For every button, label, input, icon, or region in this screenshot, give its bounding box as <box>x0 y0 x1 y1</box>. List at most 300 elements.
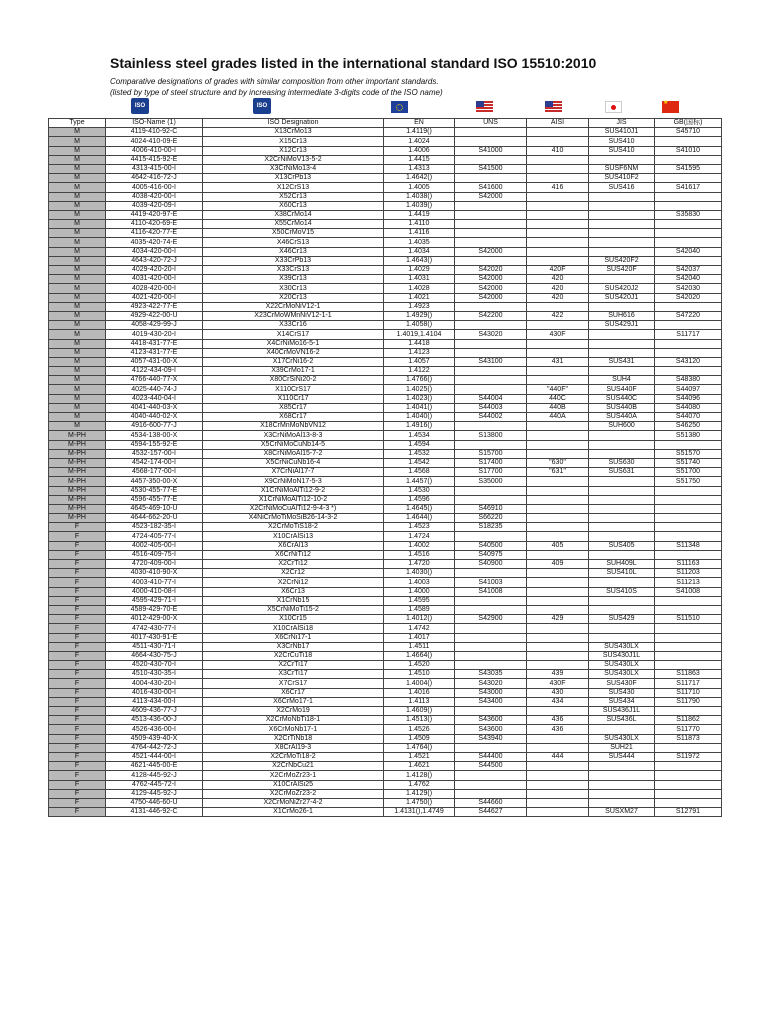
cell-en: 1.4030() <box>384 569 455 578</box>
cell-en: 1.4029 <box>384 266 455 275</box>
cell-gb: S11790 <box>655 697 722 706</box>
cell-uns <box>455 532 527 541</box>
cell-type: M-PH <box>49 458 106 467</box>
cell-uns: S13800 <box>455 431 527 440</box>
cell-en: 1.4039() <box>384 201 455 210</box>
cell-en: 1.4000 <box>384 587 455 596</box>
cell-iso-name: 4031-420-00-I <box>106 275 203 284</box>
cell-uns: S15700 <box>455 449 527 458</box>
table-row <box>49 642 722 651</box>
cell-aisi: 439 <box>527 670 589 679</box>
cell-iso-designation: X68Cr17 <box>203 413 384 422</box>
cell-type: F <box>49 789 106 798</box>
cell-aisi: 436 <box>527 725 589 734</box>
cell-iso-designation: X2Cr12 <box>203 569 384 578</box>
cell-en: 1.4113 <box>384 697 455 706</box>
cell-iso-designation: X39CrMo17-1 <box>203 367 384 376</box>
table-row <box>49 201 722 210</box>
cell-iso-name: 4534-138-00-X <box>106 431 203 440</box>
cell-type: M <box>49 247 106 256</box>
table-row <box>49 458 722 467</box>
table-row <box>49 385 722 394</box>
cell-jis: SUS416 <box>589 183 655 192</box>
cell-gb <box>655 238 722 247</box>
cell-type: F <box>49 743 106 752</box>
cell-gb <box>655 256 722 265</box>
cell-iso-designation: X40CrMoVN16-2 <box>203 348 384 357</box>
cell-uns <box>455 229 527 238</box>
cell-jis: SUS440B <box>589 403 655 412</box>
cell-iso-designation: X10CrAlSi25 <box>203 780 384 789</box>
cell-iso-name: 4523-182-35-I <box>106 523 203 532</box>
china-flag-icon <box>662 101 679 113</box>
cell-aisi: 431 <box>527 357 589 366</box>
cell-gb: S41617 <box>655 183 722 192</box>
table-row <box>49 376 722 385</box>
cell-uns: S43400 <box>455 697 527 706</box>
cell-aisi <box>527 376 589 385</box>
cell-jis: SUH21 <box>589 743 655 752</box>
iso-logo: ISO <box>253 98 271 114</box>
cell-iso-name: 4123-431-77-E <box>106 348 203 357</box>
cell-jis <box>589 532 655 541</box>
table-row <box>49 578 722 587</box>
cell-iso-designation: X20Cr13 <box>203 293 384 302</box>
cell-gb <box>655 532 722 541</box>
cell-jis <box>589 192 655 201</box>
cell-uns <box>455 440 527 449</box>
cell-uns <box>455 137 527 146</box>
cell-jis: SUS405 <box>589 541 655 550</box>
table-row <box>49 275 722 284</box>
cell-aisi: 416 <box>527 183 589 192</box>
cell-type: M <box>49 238 106 247</box>
table-row <box>49 541 722 550</box>
cell-iso-name: 4012-429-00-X <box>106 615 203 624</box>
cell-gb <box>655 201 722 210</box>
cell-iso-name: 4513-436-00-J <box>106 716 203 725</box>
cell-en: 1.4131(),1.4749 <box>384 808 455 817</box>
cell-uns <box>455 707 527 716</box>
cell-uns <box>455 155 527 164</box>
table-row <box>49 321 722 330</box>
cell-iso-name: 4742-430-77-I <box>106 624 203 633</box>
cell-jis <box>589 486 655 495</box>
column-header-en: EN <box>384 119 455 128</box>
cell-jis: SUS410J1 <box>589 128 655 137</box>
cell-en: 1.4643() <box>384 256 455 265</box>
cell-uns <box>455 256 527 265</box>
column-header-uns: UNS <box>455 119 527 128</box>
cell-gb: S11163 <box>655 560 722 569</box>
table-row <box>49 725 722 734</box>
table-row <box>49 477 722 486</box>
cell-aisi <box>527 128 589 137</box>
table-row <box>49 440 722 449</box>
cell-iso-name: 4929-422-00-U <box>106 311 203 320</box>
cell-iso-designation: X9CrNiMoN17-5-3 <box>203 477 384 486</box>
cell-aisi <box>527 605 589 614</box>
cell-aisi <box>527 164 589 173</box>
cell-iso-designation: X1CrNiMoAlTi12-9-2 <box>203 486 384 495</box>
cell-uns <box>455 367 527 376</box>
cell-uns: S43000 <box>455 688 527 697</box>
cell-en: 1.4057 <box>384 357 455 366</box>
cell-gb: S42030 <box>655 284 722 293</box>
table-row <box>49 422 722 431</box>
cell-gb <box>655 707 722 716</box>
cell-jis: SUS631 <box>589 468 655 477</box>
cell-aisi <box>527 624 589 633</box>
us-flag-icon <box>476 101 493 113</box>
cell-aisi: 430F <box>527 330 589 339</box>
cell-jis: SUS430J1L <box>589 651 655 660</box>
cell-type: F <box>49 532 106 541</box>
cell-uns <box>455 780 527 789</box>
cell-en: 1.4005 <box>384 183 455 192</box>
table-row <box>49 266 722 275</box>
cell-uns: S42000 <box>455 275 527 284</box>
cell-jis <box>589 210 655 219</box>
cell-type: F <box>49 707 106 716</box>
cell-iso-name: 4923-422-77-E <box>106 302 203 311</box>
cell-en: 1.4038() <box>384 192 455 201</box>
cell-en: 1.4750() <box>384 798 455 807</box>
cell-aisi <box>527 633 589 642</box>
cell-gb <box>655 798 722 807</box>
cell-iso-name: 4762-445-72-I <box>106 780 203 789</box>
cell-iso-name: 4645-469-10-U <box>106 504 203 513</box>
cell-uns <box>455 771 527 780</box>
cell-aisi <box>527 642 589 651</box>
cell-iso-designation: X8CrAl19-3 <box>203 743 384 752</box>
cell-aisi <box>527 229 589 238</box>
cell-en: 1.4129() <box>384 789 455 798</box>
cell-iso-name: 4595-429-71-I <box>106 596 203 605</box>
cell-en: 1.4720 <box>384 560 455 569</box>
cell-gb: S35830 <box>655 210 722 219</box>
cell-gb <box>655 302 722 311</box>
cell-iso-designation: X6CrMo17-1 <box>203 697 384 706</box>
cell-type: F <box>49 762 106 771</box>
cell-uns: S40900 <box>455 560 527 569</box>
table-row <box>49 367 722 376</box>
cell-aisi: "440F" <box>527 385 589 394</box>
cell-type: M <box>49 330 106 339</box>
cell-iso-name: 4415-415-92-E <box>106 155 203 164</box>
cell-iso-name: 4766-440-77-X <box>106 376 203 385</box>
cell-jis: SUS430LX <box>589 642 655 651</box>
cell-type: F <box>49 587 106 596</box>
cell-jis <box>589 431 655 440</box>
cell-aisi <box>527 238 589 247</box>
cell-gb: S48380 <box>655 376 722 385</box>
cell-en: 1.4017 <box>384 633 455 642</box>
cell-gb: S42040 <box>655 247 722 256</box>
cell-jis: SUS440F <box>589 385 655 394</box>
table-row <box>49 229 722 238</box>
cell-iso-designation: X5CrNiCuNb16-4 <box>203 458 384 467</box>
cell-uns: S41600 <box>455 183 527 192</box>
table-row <box>49 302 722 311</box>
cell-uns: S42020 <box>455 266 527 275</box>
us-flag-icon <box>545 101 562 113</box>
cell-en: 1.4542 <box>384 458 455 467</box>
table-row <box>49 615 722 624</box>
cell-jis <box>589 789 655 798</box>
cell-gb <box>655 550 722 559</box>
cell-jis: SUS410L <box>589 569 655 578</box>
cell-en: 1.4419 <box>384 210 455 219</box>
cell-iso-name: 4110-420-69-E <box>106 220 203 229</box>
cell-iso-designation: X2CrTi17 <box>203 661 384 670</box>
cell-en: 1.4119() <box>384 128 455 137</box>
table-row <box>49 716 722 725</box>
cell-uns <box>455 642 527 651</box>
cell-uns: S41003 <box>455 578 527 587</box>
cell-type: F <box>49 605 106 614</box>
cell-iso-designation: X60Cr13 <box>203 201 384 210</box>
cell-uns: S40975 <box>455 550 527 559</box>
cell-aisi <box>527 532 589 541</box>
column-header-gb: GB(国标) <box>655 119 722 128</box>
cell-gb: S11873 <box>655 734 722 743</box>
cell-iso-name: 4128-445-92-J <box>106 771 203 780</box>
cell-iso-designation: X46CrS13 <box>203 238 384 247</box>
cell-type: F <box>49 560 106 569</box>
cell-iso-designation: X52Cr13 <box>203 192 384 201</box>
cell-iso-designation: X10Cr15 <box>203 615 384 624</box>
table-row <box>49 771 722 780</box>
cell-iso-name: 4643-420-72-J <box>106 256 203 265</box>
table-row <box>49 569 722 578</box>
cell-gb <box>655 348 722 357</box>
cell-uns: S44002 <box>455 413 527 422</box>
cell-jis <box>589 523 655 532</box>
cell-iso-designation: X55CrMo14 <box>203 220 384 229</box>
cell-gb <box>655 633 722 642</box>
cell-iso-designation: X110CrS17 <box>203 385 384 394</box>
cell-gb: S47220 <box>655 311 722 320</box>
cell-iso-designation: X33Cr16 <box>203 321 384 330</box>
cell-iso-designation: X5CrNiMoCuNb14-5 <box>203 440 384 449</box>
cell-uns: S40500 <box>455 541 527 550</box>
cell-iso-designation: X2CrNiMoCuAlTi12-9-4-3 *) <box>203 504 384 513</box>
cell-gb: S45710 <box>655 128 722 137</box>
cell-jis <box>589 495 655 504</box>
cell-gb: S51700 <box>655 468 722 477</box>
cell-uns <box>455 661 527 670</box>
cell-type: M-PH <box>49 477 106 486</box>
cell-aisi <box>527 780 589 789</box>
cell-type: M <box>49 137 106 146</box>
cell-gb <box>655 523 722 532</box>
cell-jis: SUSF6NM <box>589 164 655 173</box>
cell-type: M <box>49 256 106 265</box>
cell-iso-designation: X12CrS13 <box>203 183 384 192</box>
table-row <box>49 697 722 706</box>
cell-aisi: 440A <box>527 413 589 422</box>
cell-type: F <box>49 541 106 550</box>
cell-iso-name: 4594-155-92-E <box>106 440 203 449</box>
column-header-aisi: AISI <box>527 119 589 128</box>
cell-jis: SUH409L <box>589 560 655 569</box>
table-row <box>49 743 722 752</box>
cell-uns: S44400 <box>455 752 527 761</box>
cell-type: M <box>49 394 106 403</box>
cell-iso-name: 4000-410-08-I <box>106 587 203 596</box>
cell-jis: SUS410 <box>589 137 655 146</box>
table-row <box>49 587 722 596</box>
cell-iso-name: 4916-600-77-J <box>106 422 203 431</box>
cell-gb <box>655 174 722 183</box>
cell-iso-name: 4021-420-00-I <box>106 293 203 302</box>
cell-gb <box>655 780 722 789</box>
cell-gb <box>655 642 722 651</box>
cell-type: M <box>49 275 106 284</box>
cell-gb: S46250 <box>655 422 722 431</box>
cell-iso-designation: X18CrMnMoNbVN12 <box>203 422 384 431</box>
column-header-type: Type <box>49 119 106 128</box>
cell-iso-name: 4720-409-00-I <box>106 560 203 569</box>
cell-en: 1.4058() <box>384 321 455 330</box>
cell-en: 1.4534 <box>384 431 455 440</box>
cell-iso-name: 4004-430-20-I <box>106 679 203 688</box>
document-title: Stainless steel grades listed in the international standard ISO 15510:2010 <box>110 55 597 71</box>
column-header-iso-name: ISO-Name (1) <box>106 119 203 128</box>
cell-uns: S44003 <box>455 403 527 412</box>
cell-aisi <box>527 707 589 716</box>
cell-iso-designation: X2CrMoTi18-2 <box>203 752 384 761</box>
cell-gb: S51380 <box>655 431 722 440</box>
cell-iso-designation: X1CrMo26-1 <box>203 808 384 817</box>
cell-iso-name: 4029-420-20-I <box>106 266 203 275</box>
cell-en: 1.4724 <box>384 532 455 541</box>
table-row <box>49 624 722 633</box>
cell-iso-name: 4003-410-77-I <box>106 578 203 587</box>
cell-gb: S44097 <box>655 385 722 394</box>
cell-en: 1.4923 <box>384 302 455 311</box>
cell-jis: SUS420J1 <box>589 293 655 302</box>
cell-type: F <box>49 808 106 817</box>
cell-type: M <box>49 220 106 229</box>
cell-aisi: 430F <box>527 679 589 688</box>
cell-gb: S11710 <box>655 688 722 697</box>
cell-gb <box>655 339 722 348</box>
table-row <box>49 762 722 771</box>
cell-uns: S44004 <box>455 394 527 403</box>
cell-gb: S42037 <box>655 266 722 275</box>
cell-iso-name: 4530-455-77-E <box>106 486 203 495</box>
cell-jis <box>589 771 655 780</box>
cell-en: 1.4510 <box>384 670 455 679</box>
cell-aisi: 420 <box>527 275 589 284</box>
cell-aisi <box>527 486 589 495</box>
table-row <box>49 293 722 302</box>
eu-flag-icon <box>391 101 408 113</box>
cell-en: 1.4006 <box>384 146 455 155</box>
cell-jis: SUS436J1L <box>589 707 655 716</box>
cell-type: M <box>49 293 106 302</box>
cell-iso-designation: X5CrNiMoTi15-2 <box>203 605 384 614</box>
cell-en: 1.4418 <box>384 339 455 348</box>
table-row <box>49 523 722 532</box>
cell-en: 1.4034 <box>384 247 455 256</box>
cell-jis <box>589 330 655 339</box>
cell-uns <box>455 422 527 431</box>
cell-aisi <box>527 192 589 201</box>
cell-type: M <box>49 155 106 164</box>
cell-aisi <box>527 422 589 431</box>
cell-jis: SUH616 <box>589 311 655 320</box>
cell-iso-designation: X6CrAl13 <box>203 541 384 550</box>
cell-uns: S43035 <box>455 670 527 679</box>
cell-jis: SUS429J1 <box>589 321 655 330</box>
cell-jis: SUS430LX <box>589 661 655 670</box>
cell-aisi <box>527 155 589 164</box>
cell-type: M <box>49 321 106 330</box>
cell-aisi: "631" <box>527 468 589 477</box>
cell-aisi <box>527 137 589 146</box>
cell-type: M-PH <box>49 449 106 458</box>
cell-aisi <box>527 174 589 183</box>
cell-type: F <box>49 716 106 725</box>
cell-gb: S11972 <box>655 752 722 761</box>
cell-gb <box>655 789 722 798</box>
cell-en: 1.4016 <box>384 688 455 697</box>
cell-type: M <box>49 128 106 137</box>
cell-iso-designation: X1CrNiMoAlTi12-10-2 <box>203 495 384 504</box>
cell-en: 1.4004() <box>384 679 455 688</box>
cell-gb: S44096 <box>655 394 722 403</box>
cell-iso-name: 4521-444-00-I <box>106 752 203 761</box>
cell-type: F <box>49 550 106 559</box>
cell-jis: SUS430LX <box>589 670 655 679</box>
cell-iso-designation: X7CrNiAl17-7 <box>203 468 384 477</box>
table-row <box>49 431 722 440</box>
cell-uns: S41000 <box>455 146 527 155</box>
cell-type: M <box>49 385 106 394</box>
cell-gb <box>655 229 722 238</box>
cell-gb <box>655 321 722 330</box>
cell-en: 1.4516 <box>384 550 455 559</box>
table-row <box>49 514 722 523</box>
cell-type: M <box>49 164 106 173</box>
cell-gb: S44080 <box>655 403 722 412</box>
cell-jis <box>589 348 655 357</box>
cell-type: M-PH <box>49 440 106 449</box>
cell-en: 1.4019,1.4104 <box>384 330 455 339</box>
cell-aisi: 420 <box>527 284 589 293</box>
cell-aisi <box>527 321 589 330</box>
table-row <box>49 330 722 339</box>
cell-iso-name: 4520-430-70-I <box>106 661 203 670</box>
cell-en: 1.4596 <box>384 495 455 504</box>
cell-en: 1.4526 <box>384 725 455 734</box>
cell-aisi <box>527 210 589 219</box>
cell-jis <box>589 624 655 633</box>
cell-iso-designation: X6CrMoNb17-1 <box>203 725 384 734</box>
cell-en: 1.4023() <box>384 394 455 403</box>
table-row <box>49 220 722 229</box>
table-row <box>49 486 722 495</box>
cell-type: M <box>49 201 106 210</box>
cell-iso-designation: X17CrNi16-2 <box>203 357 384 366</box>
cell-type: M <box>49 284 106 293</box>
cell-iso-name: 4642-416-72-J <box>106 174 203 183</box>
cell-uns <box>455 569 527 578</box>
cell-jis <box>589 514 655 523</box>
